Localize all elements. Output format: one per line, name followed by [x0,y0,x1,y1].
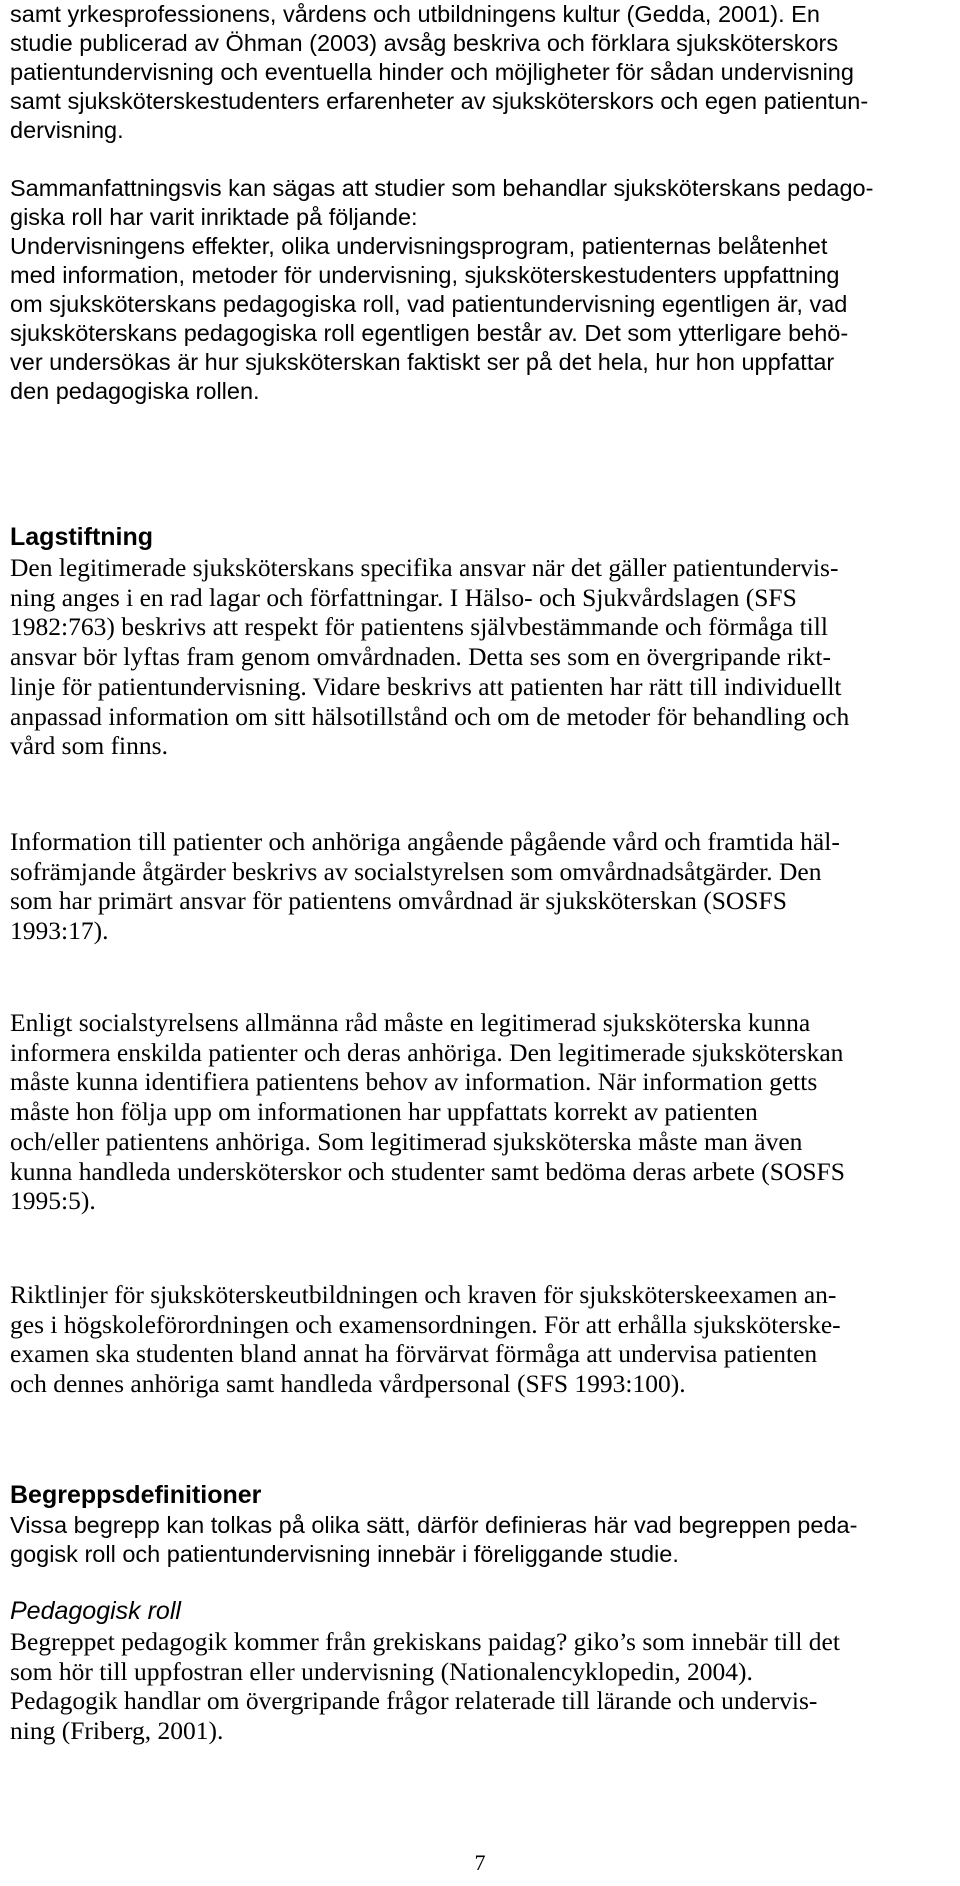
text-line: 1982:763) beskrivs att respekt för patientens självbestämmande och förmåga till [10,612,828,642]
section-heading-lagstiftning: Lagstiftning [10,523,154,551]
text-line: Undervisningens effekter, olika undervisningsprogram, patienternas belåtenhet [10,233,828,259]
text-line: samt yrkesprofessionens, vårdens och utbildningens kultur (Gedda, 2001). En [10,1,820,27]
text-line: Enligt socialstyrelsens allmänna råd måste en legitimerad sjuksköterska kunna [10,1008,811,1037]
text-line: med information, metoder för undervisning, sjuksköterskestudenters uppfattning [10,262,840,288]
lag-paragraph-3 [10,1008,935,1216]
text-line: linje för patientundervisning. Vidare beskrivs att patienten har rätt till individuellt [10,671,842,701]
text-line: om sjuksköterskans pedagogiska roll, vad patientundervisning egentligen är, vad [10,291,848,317]
text-line: examen ska studenten bland annat ha förvärvat förmåga att undervisa patienten [10,1339,818,1369]
subheading-pedagogisk-roll: Pedagogisk roll [10,1597,181,1625]
summary-paragraph [10,174,935,406]
text-line: Begreppet pedagogik kommer från grekiskans paidag? giko’s som innebär till det [10,1627,840,1656]
text-line: patientundervisning och eventuella hinder och möjligheter för sådan undervisning [10,59,854,85]
text-line: sjuksköterskans pedagogiska roll egentligen består av. Det som ytterligare behö- [10,320,849,346]
text-line: giska roll har varit inriktade på följande: [10,204,418,230]
text-line: ansvar bör lyftas fram genom omvårdnaden. Detta ses som en övergripande rikt- [10,642,831,672]
text-line: ges i högskoleförordningen och examensordningen. För att erhålla sjuksköterske- [10,1309,841,1339]
text-line: som har primärt ansvar för patientens omvårdnad är sjuksköterskan (SOSFS [10,886,787,916]
text-line: studie publicerad av Öhman (2003) avsåg beskriva och förklara sjuksköterskors [10,30,839,56]
text-line: den pedagogiska rollen. [10,378,260,404]
text-line: samt sjuksköterskestudenters erfarenheter av sjuksköterskors och egen patientun- [10,88,869,114]
text-line: Den legitimerade sjuksköterskans specifika ansvar när det gäller patientundervis- [10,553,839,582]
text-line: vård som finns. [10,731,168,761]
text-line: Riktlinjer för sjuksköterskeutbildningen och kraven för sjuksköterskeexamen an- [10,1280,837,1309]
text-line: 1993:17). [10,916,109,946]
lag-paragraph-2 [10,827,935,946]
text-line: 1995:5). [10,1186,96,1216]
text-line: måste hon följa upp om informationen har uppfattats korrekt av patienten [10,1097,758,1127]
text-line: och/eller patientens anhöriga. Som legitimerad sjuksköterska måste man även [10,1126,803,1156]
text-line: Pedagogik handlar om övergripande frågor relaterade till lärande och undervis- [10,1686,818,1716]
text-line: ver undersökas är hur sjuksköterskan faktiskt ser på det hela, hur hon uppfattar [10,349,835,375]
lag-paragraph-4 [10,1280,935,1399]
lag-paragraph-1 [10,553,935,761]
text-line: som hör till uppfostran eller undervisning (Nationalencyklopedin, 2004). [10,1656,753,1686]
text-line: Sammanfattningsvis kan sägas att studier som behandlar sjuksköterskans pedago- [10,175,874,201]
text-line: dervisning. [10,117,124,143]
page-number: 7 [474,1850,486,1875]
text-line: och dennes anhöriga samt handleda vårdpersonal (SFS 1993:100). [10,1369,686,1399]
text-line: ning (Friberg, 2001). [10,1716,224,1746]
text-line: sofrämjande åtgärder beskrivs av socialstyrelsen som omvårdnadsåtgärder. Den [10,856,822,886]
intro-paragraph [10,0,935,145]
text-line: Vissa begrepp kan tolkas på olika sätt, därför definieras här vad begreppen peda- [10,1512,858,1538]
pedagogisk-roll-paragraph [10,1627,935,1746]
begrepp-paragraph [10,1511,935,1569]
text-line: informera enskilda patienter och deras anhöriga. Den legitimerade sjuksköterskan [10,1037,844,1067]
text-line: kunna handleda undersköterskor och studenter samt bedöma deras arbete (SOSFS [10,1156,845,1186]
text-line: anpassad information om sitt hälsotillstånd och om de metoder för behandling och [10,701,850,731]
text-line: gogisk roll och patientundervisning innebär i föreliggande studie. [10,1541,679,1567]
text-line: Information till patienter och anhöriga angående pågående vård och framtida häl- [10,827,840,856]
section-heading-begreppsdefinitioner: Begreppsdefinitioner [10,1481,262,1509]
text-line: måste kunna identifiera patientens behov av information. När information getts [10,1067,818,1097]
text-line: ning anges i en rad lagar och författningar. I Hälso- och Sjukvårdslagen (SFS [10,582,797,612]
